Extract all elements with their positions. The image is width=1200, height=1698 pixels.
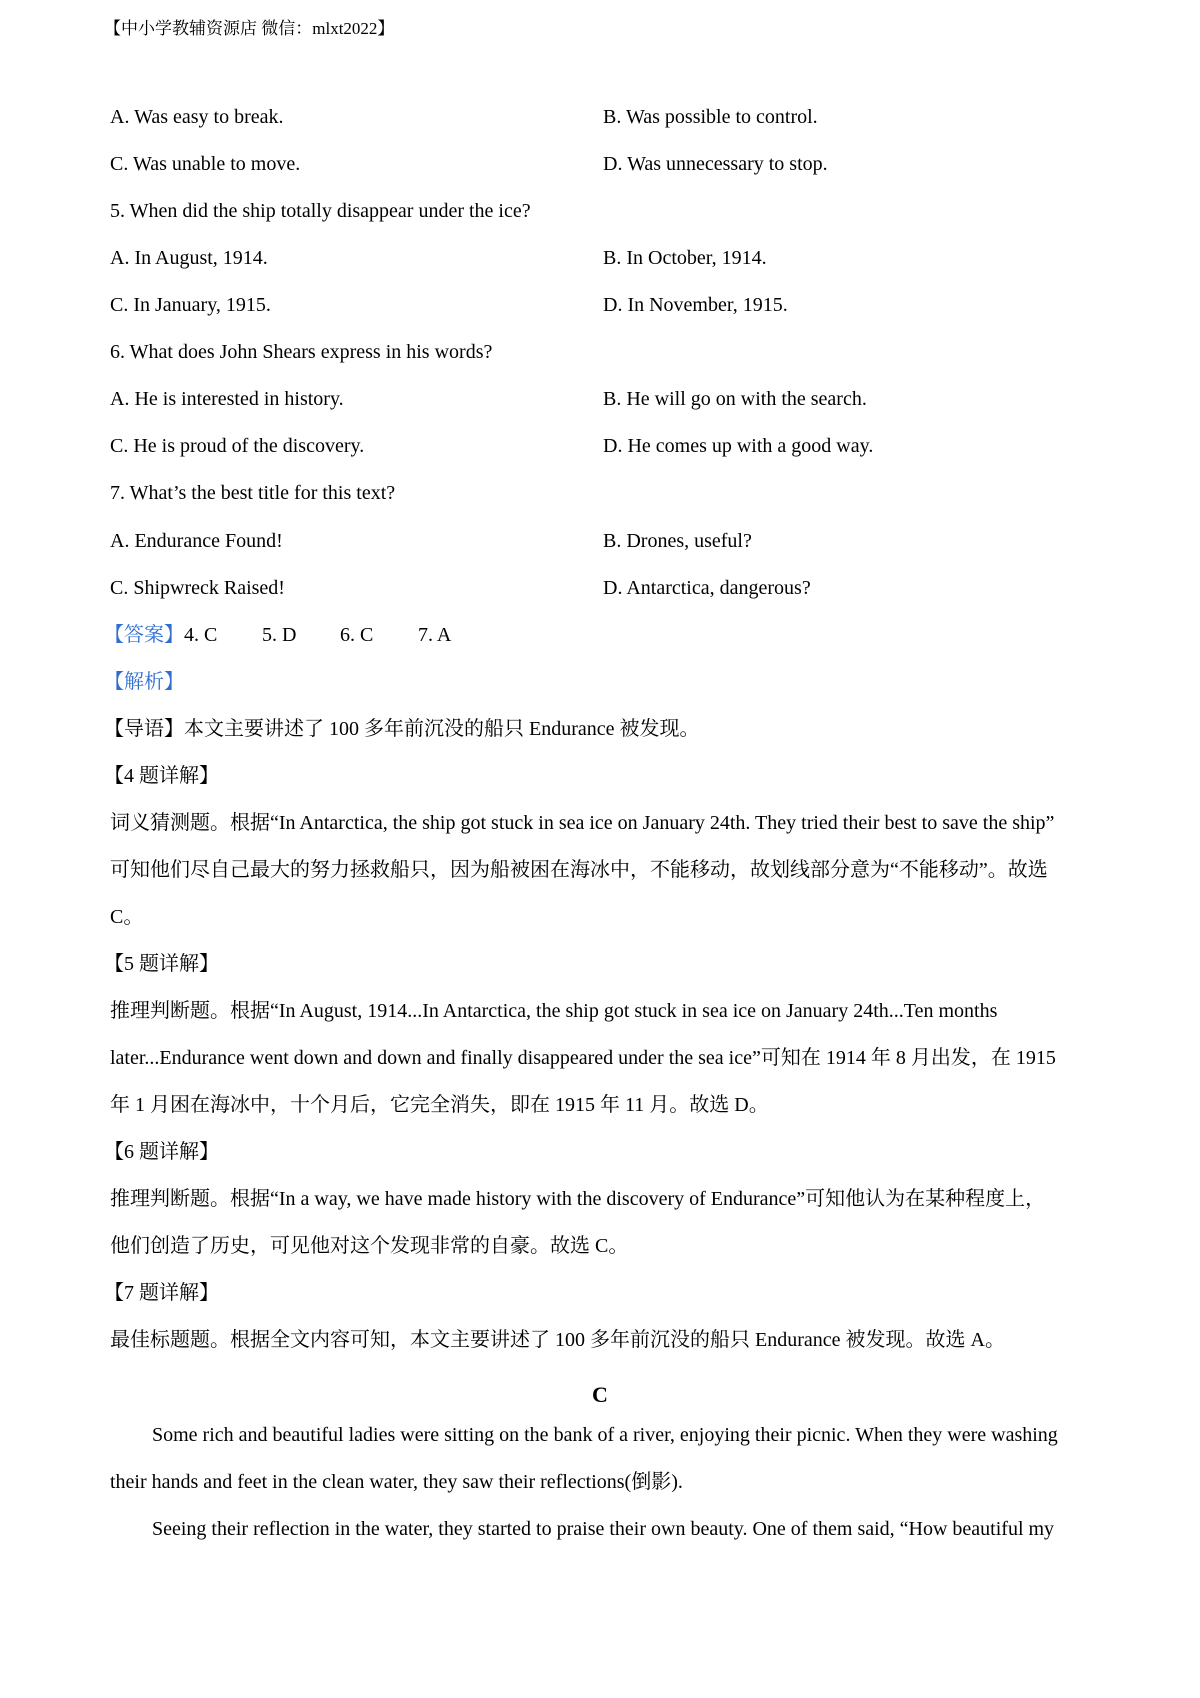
page-header: 【中小学教辅资源店 微信：mlxt2022】	[104, 19, 395, 38]
detail7-line: 最佳标题题。根据全文内容可知，本文主要讲述了 100 多年前沉没的船只 Endurance 被发现。故选 A。	[110, 1329, 1005, 1351]
q5-option-a: A. In August, 1914.	[110, 247, 268, 269]
q7-option-d: D. Antarctica, dangerous?	[603, 577, 811, 599]
q7-option-c: C. Shipwreck Raised!	[110, 577, 285, 599]
q5-option-d: D. In November, 1915.	[603, 294, 788, 316]
section-c-line: their hands and feet in the clean water, they saw their reflections(倒影).	[110, 1471, 683, 1493]
q5-option-b: B. In October, 1914.	[603, 247, 767, 269]
detail5-line: later...Endurance went down and down and finally disappeared under the sea ice”可知在 1914 年 8 月出发，在 1915	[110, 1047, 1056, 1069]
answer-line	[104, 621, 451, 649]
q6-option-c: C. He is proud of the discovery.	[110, 435, 365, 457]
detail4-title: 【4 题详解】	[104, 765, 219, 787]
q7-option-a: A. Endurance Found!	[110, 530, 283, 552]
detail4-line: C。	[110, 906, 144, 928]
section-c-title: C	[592, 1382, 608, 1407]
detail4-line: 词义猜测题。根据“In Antarctica, the ship got stuck in sea ice on January 24th. They tried their best to save the ship”	[110, 812, 1055, 834]
detail6-line: 推理判断题。根据“In a way, we have made history with the discovery of Endurance”可知他认为在某种程度上，	[110, 1188, 1046, 1210]
q4-option-d: D. Was unnecessary to stop.	[603, 153, 828, 175]
q4-option-c: C. Was unable to move.	[110, 153, 301, 175]
q6-question: 6. What does John Shears express in his words?	[110, 341, 493, 363]
detail7-title: 【7 题详解】	[104, 1282, 219, 1304]
q4-option-b: B. Was possible to control.	[603, 106, 818, 128]
q5-question: 5. When did the ship totally disappear under the ice?	[110, 200, 531, 222]
q7-option-b: B. Drones, useful?	[603, 530, 752, 552]
analysis-label: 【解析】	[104, 671, 184, 693]
q6-option-a: A. He is interested in history.	[110, 388, 344, 410]
q5-option-c: C. In January, 1915.	[110, 294, 271, 316]
q7-question: 7. What’s the best title for this text?	[110, 482, 396, 504]
detail6-line: 他们创造了历史，可见他对这个发现非常的自豪。故选 C。	[110, 1235, 629, 1257]
detail5-line: 年 1 月困在海冰中，十个月后，它完全消失，即在 1915 年 11 月。故选 D。	[110, 1094, 769, 1116]
intro-line: 【导语】本文主要讲述了 100 多年前沉没的船只 Endurance 被发现。	[104, 718, 700, 740]
detail6-title: 【6 题详解】	[104, 1141, 219, 1163]
answer-item: 6. C	[340, 624, 374, 646]
answer-item: 4. C	[184, 624, 218, 646]
detail5-line: 推理判断题。根据“In August, 1914...In Antarctica, the ship got stuck in sea ice on January 24th...Ten months	[110, 1000, 998, 1022]
section-c-line: Seeing their reflection in the water, they started to praise their own beauty. One of them said, “How beautiful my	[152, 1518, 1055, 1540]
detail5-title: 【5 题详解】	[104, 953, 219, 975]
answer-item: 7. A	[418, 624, 452, 646]
q6-option-d: D. He comes up with a good way.	[603, 435, 874, 457]
answer-label: 【答案】	[104, 624, 184, 646]
answer-item: 5. D	[262, 624, 297, 646]
detail4-line: 可知他们尽自己最大的努力拯救船只，因为船被困在海冰中，不能移动，故划线部分意为“不能移动”。故选	[110, 859, 1048, 881]
q4-option-a: A. Was easy to break.	[110, 106, 284, 128]
q6-option-b: B. He will go on with the search.	[603, 388, 867, 410]
section-c-line: Some rich and beautiful ladies were sitting on the bank of a river, enjoying their picnic. When they were washing	[152, 1424, 1058, 1446]
